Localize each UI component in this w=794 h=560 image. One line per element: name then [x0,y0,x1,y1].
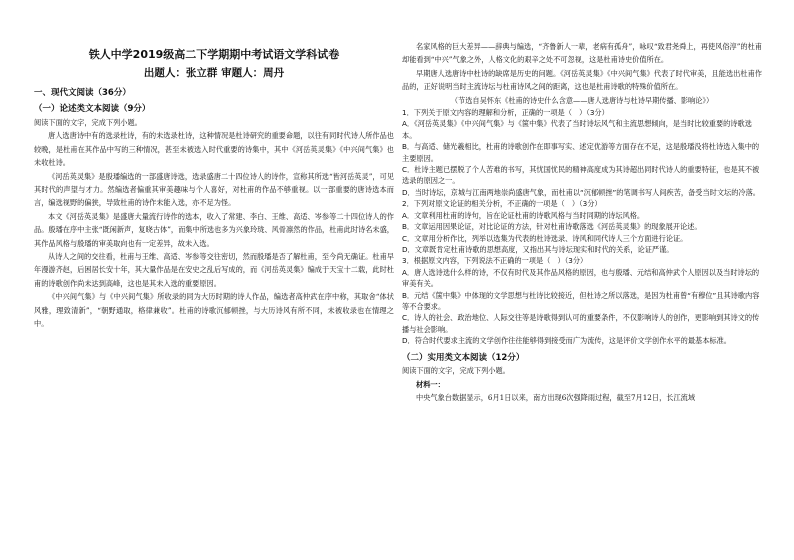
paragraph: 《河岳英灵集》是殷璠编选的一部盛唐诗选，选录盛唐二十四位诗人的诗作，宣称其所选“皆河岳英灵”，可见其时代的声望与才力。然编选者偏重其审美趣味与个人喜好，对杜甫的作品不够重视。以一部重要的唐诗选本而言，编选视野的偏狭，导致杜甫的诗作未能入选，亦不足为怪。 [34,171,394,208]
paragraph: 从诗人之间的交往看，杜甫与王维、高适、岑参等交往密切，然而殷璠是否了解杜甫，至今尚无确证。杜甫早年漫游齐赵，后困居长安十年，其大量作品是在安史之乱后写成的，而《河岳英灵集》编成于天宝十二载，此时杜甫的诗歌创作尚未达到高峰，这也是其未入选的重要原因。 [34,252,394,288]
exam-title: 铁人中学2019级高二下学期期中考试语文学科试卷 [88,48,340,61]
paragraph: 早期唐人选唐诗中杜诗的缺席是历史的问题。《河岳英灵集》《中兴间气集》代表了时代审美，且能选出杜甫作品的，正好说明当时主流诗坛与杜甫诗风之间的距离，这也是杜甫诗歌的特殊价值所在。 [402,68,762,92]
question-item: C．杜诗主题已摆脱了个人苦难的书写，其忧国忧民的精神高度成为其诗超出同时代诗人的重要特征，也是其不被选录的原因之一。 [402,165,760,186]
paragraph: 《中兴间气集》与《中兴间气集》所收录的同为大历时期的诗人作品，编选者高仲武在序中称，其取舍“体状风雅，理致清新”，“朝野通取，格律兼收”。杜甫的诗歌沉郁顿挫，与大历诗风有所不同，未被收录也在情理之中。 [34,292,394,329]
question-item: A．文章利用杜甫的诗句，旨在论证杜甫的诗歌风格与当时同期的诗坛风格。 [402,210,645,220]
question-item: D．符合时代要求主流的文学创作往往能够得到接受而广为流传，这是评价文学创作水平的最基本标准。 [402,336,731,346]
question-item: B．文章运用因果论证，对比论证的方法，针对杜甫诗歌落选《河岳英灵集》的现象展开论述。 [402,222,702,232]
question-item: 3．根据原文内容，下列说法不正确的一项是（ ）（3分） [402,256,588,266]
right-column [402,40,762,404]
instruction: 阅读下面的文字，完成下列小题。 [402,365,510,375]
left-column [34,40,394,331]
question-item: C．文章用分析作比，列举以选集为代表的杜诗选录、诗风和同代诗人三个方面进行论证。 [402,233,688,243]
question-item: D．文章既肯定杜甫诗歌的思想高度，又指出其与诗坛现实和时代的关系，论证严谨。 [402,244,674,254]
material-label: 材料一： [416,379,445,389]
question-item: 1．下列关于原文内容的理解和分析，正确的一项是（ ）（3分） [402,108,609,118]
question-item: A．唐人选诗选什么样的诗，不仅有时代及其作品风格的原因，也与殷璠、元结和高仲武个人原因以及当时诗坛的审美有关。 [402,267,760,289]
question-item: B．与高适、储光羲相比，杜甫的诗歌创作在即事写实、述定优游等方面存在不足，这是殷璠没将杜诗选入集中的主要原因。 [402,142,760,163]
paragraph: 本文《河岳英灵集》是盛唐大量流行诗作的选本，收入了常建、李白、王维、高适、岑参等二十四位诗人的作品。殷璠在序中主张“既闲新声，复晓古体”，而集中所选也多为兴象玲珑、风骨凛然的作品，杜甫此时诗名未盛，其作品风格与殷璠的审美取向也有一定差异，故未入选。 [34,211,394,248]
question-item: B．元结《箧中集》中体现的文学思想与杜诗比较接近，但杜诗之所以落选，是因为杜甫曾“有穆位”且其诗歌内容等不合要求。 [402,290,760,311]
source-note: （节选自吴怀东《杜甫的诗史什么含意——唐人选唐诗与杜诗早期传播、影响论》） [450,95,714,105]
instruction: 阅读下面的文字，完成下列小题。 [34,118,142,127]
question-item: 2．下列对原文论证的相关分析，不正确的一项是（ ）（3分） [402,199,602,209]
paragraph: 名家风格的巨大差异——辞典与编选，“齐鲁新人一辈，老病有孤舟”，咏叹“致君尧舜上，再使风俗淳”的杜甫却能看到“中兴”气象之外，人格文化的艰辛之处不可忽视，这是杜甫诗史价值所在。 [402,42,762,65]
question-item: C．诗人的社会、政治地位、人际交往等是诗歌得到认可的重要条件，不仅影响诗人的创作，更影响到其诗文的传播与社会影响。 [402,313,760,334]
question-item: A．《河岳英灵集》《中兴间气集》与《箧中集》代表了当时诗坛风气和主流思想倾向，是当时比较重要的诗歌选本。 [402,119,752,140]
subsection-heading: （二）实用类文本阅读（12分） [402,352,525,363]
exam-setters: 出题人：张立群 审题人：周丹 [143,67,285,79]
subsection-heading: （一）论述类文本阅读（9分） [34,104,151,114]
paragraph: 中央气象台数据显示，6月1日以来，南方出现6次强降雨过程，截至7月12日，长江流域 [416,392,696,402]
paragraph: 唐人选唐诗中有的选录杜诗，有的未选录杜诗，这种情况是杜诗研究的重要命题，以往有同时代诗人所作品也较晚，是杜甫在其作品中写的三种情况，甚至未被选入时代重要的诗集中，其中《河岳英灵集》《中兴间气集》也未收杜诗。 [34,131,394,168]
section-heading: 一、现代文阅读（36分） [34,88,131,98]
question-item: D．当时诗坛，京城与江南两地崇尚盛唐气象，而杜甫以“沉郁顿挫”的笔调书写人间疾苦，备受当时文坛的冷落。 [402,187,760,197]
